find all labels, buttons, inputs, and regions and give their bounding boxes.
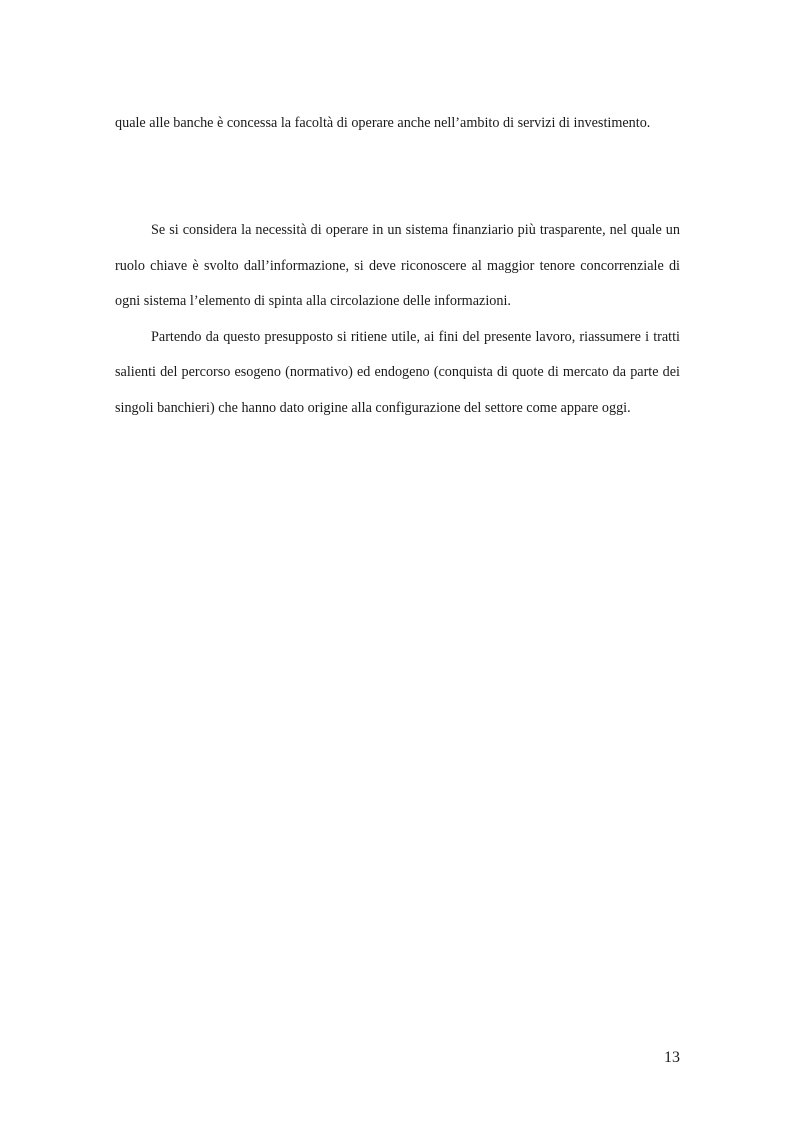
paragraph-transparency: Se si considera la necessità di operare in un sistema finanziario più trasparente, nel quale un ruolo chiave è svolto dall’informazione, si deve riconoscere al maggior tenore concorrenziale di ogni sistema l’elemento di spinta alla circolazione delle informazioni.	[115, 222, 680, 309]
continued-text-block	[115, 106, 680, 142]
main-text-block	[115, 213, 680, 426]
paragraph-continued: quale alle banche è concessa la facoltà di operare anche nell’ambito di servizi di investimento.	[115, 115, 651, 131]
paragraph-premise: Partendo da questo presupposto si ritiene utile, ai fini del presente lavoro, riassumere i tratti salienti del percorso esogeno (normativo) ed endogeno (conquista di quote di mercato da parte dei singoli banchieri) che hanno dato origine alla configurazione del settore come appare oggi.	[115, 328, 680, 416]
page-number: 13	[664, 1049, 680, 1066]
